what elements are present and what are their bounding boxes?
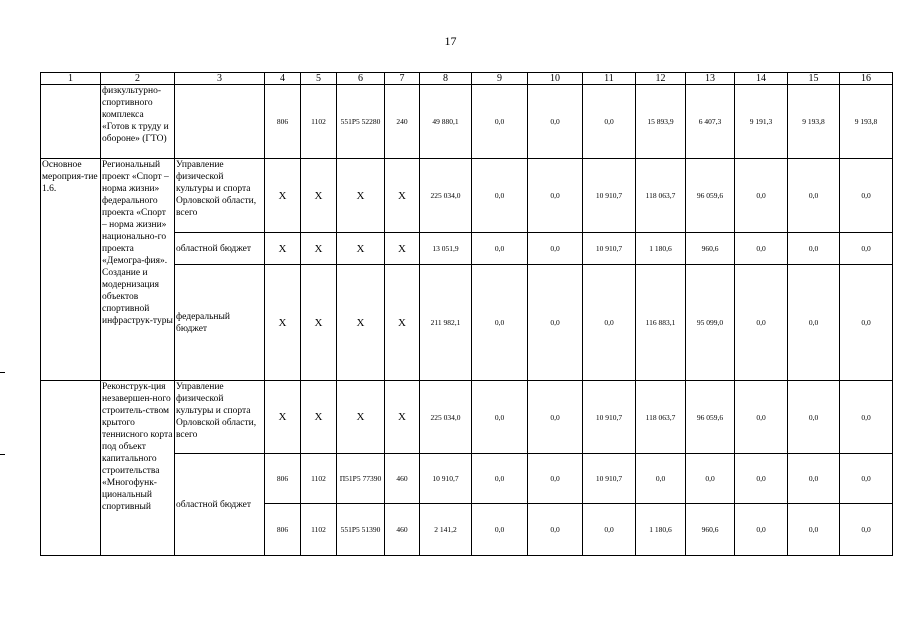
amount-cell: 0,0 [735,159,788,233]
amount-cell: 10 910,7 [583,381,636,454]
column-number: 5 [301,73,337,85]
target-code: X [337,159,385,233]
target-code: 551P5 52280 [337,85,385,159]
section-code: X [301,233,337,265]
funding-source: Управление физической культуры и спорта Орловской области, всего [175,381,265,454]
section-code: X [301,381,337,454]
amount-cell: 15 893,9 [636,85,686,159]
amount-cell: 0,0 [840,233,893,265]
amount-cell: 0,0 [528,381,583,454]
amount-cell: 0,0 [472,85,528,159]
scan-margin-mark [0,454,5,455]
ministry-code: X [265,381,301,454]
amount-cell: 0,0 [528,85,583,159]
expense-type: X [385,381,420,454]
target-code: X [337,381,385,454]
column-number-row [41,73,893,85]
table-row [41,381,893,454]
target-code: 551P5 51390 [337,504,385,556]
expense-type: X [385,265,420,381]
amount-cell: 10 910,7 [583,454,636,504]
funding-source: областной бюджет [175,233,265,265]
amount-cell: 0,0 [788,381,840,454]
column-number: 13 [686,73,735,85]
target-code: X [337,233,385,265]
column-number: 3 [175,73,265,85]
amount-cell: 0,0 [528,504,583,556]
page-number: 17 [444,34,457,48]
amount-cell: 10 910,7 [420,454,472,504]
amount-cell: 0,0 [735,233,788,265]
amount-cell: 0,0 [788,159,840,233]
expense-type: 460 [385,454,420,504]
measure-cell [41,381,101,556]
amount-cell: 0,0 [788,265,840,381]
column-number: 6 [337,73,385,85]
expense-type: X [385,159,420,233]
amount-cell: 0,0 [735,265,788,381]
ministry-code: X [265,233,301,265]
table-row [41,85,893,159]
amount-cell: 0,0 [788,504,840,556]
funding-source [175,85,265,159]
amount-cell: 96 059,6 [686,381,735,454]
amount-cell: 225 034,0 [420,381,472,454]
amount-cell: 0,0 [583,265,636,381]
section-code: 1102 [301,85,337,159]
amount-cell: 0,0 [472,381,528,454]
amount-cell: 0,0 [735,454,788,504]
amount-cell: 118 063,7 [636,159,686,233]
budget-table [40,72,893,556]
amount-cell: 1 180,6 [636,233,686,265]
expense-type: X [385,233,420,265]
column-number: 14 [735,73,788,85]
ministry-code: X [265,159,301,233]
amount-cell: 0,0 [735,504,788,556]
column-number: 8 [420,73,472,85]
amount-cell: 9 191,3 [735,85,788,159]
ministry-code: 806 [265,504,301,556]
measure-label: Основное мероприя-тие 1.6. [41,159,101,381]
expense-type: 460 [385,504,420,556]
amount-cell: 0,0 [686,454,735,504]
amount-cell: 0,0 [528,233,583,265]
amount-cell: 0,0 [636,454,686,504]
measure-cell [41,85,101,159]
amount-cell: 2 141,2 [420,504,472,556]
section-code: 1102 [301,504,337,556]
target-code: П51Р5 77390 [337,454,385,504]
amount-cell: 0,0 [840,265,893,381]
funding-source: федеральный бюджет [175,265,265,381]
column-number: 15 [788,73,840,85]
amount-cell: 9 193,8 [840,85,893,159]
column-number: 7 [385,73,420,85]
amount-cell: 0,0 [472,454,528,504]
amount-cell: 0,0 [472,265,528,381]
ministry-code: 806 [265,85,301,159]
amount-cell: 225 034,0 [420,159,472,233]
amount-cell: 0,0 [840,381,893,454]
section-code: X [301,159,337,233]
amount-cell: 960,6 [686,504,735,556]
amount-cell: 10 910,7 [583,159,636,233]
amount-cell: 0,0 [840,504,893,556]
amount-cell: 960,6 [686,233,735,265]
amount-cell: 13 051,9 [420,233,472,265]
amount-cell: 0,0 [472,233,528,265]
column-number: 2 [101,73,175,85]
expense-type: 240 [385,85,420,159]
amount-cell: 0,0 [472,504,528,556]
funding-source: Управление физической культуры и спорта Орловской области, всего [175,159,265,233]
amount-cell: 0,0 [528,454,583,504]
ministry-code: 806 [265,454,301,504]
amount-cell: 95 099,0 [686,265,735,381]
column-number: 1 [41,73,101,85]
funding-source: областной бюджет [175,454,265,556]
column-number: 12 [636,73,686,85]
amount-cell: 10 910,7 [583,233,636,265]
amount-cell: 0,0 [583,504,636,556]
section-code: X [301,265,337,381]
amount-cell: 0,0 [528,159,583,233]
amount-cell: 0,0 [788,233,840,265]
column-number: 10 [528,73,583,85]
amount-cell: 118 063,7 [636,381,686,454]
measure-name: физкультурно-спортивного комплекса «Готов к труду и обороне» (ГТО) [101,85,175,159]
amount-cell: 0,0 [583,85,636,159]
amount-cell: 9 193,8 [788,85,840,159]
column-number: 9 [472,73,528,85]
table-row [41,159,893,233]
amount-cell: 211 982,1 [420,265,472,381]
amount-cell: 0,0 [735,381,788,454]
column-number: 4 [265,73,301,85]
scan-margin-mark [0,372,5,373]
measure-name: Реконструк-ция незавершен-ного строитель-ством крытого теннисного корта под объект капитального строительства «Многофунк-циональный спортивный [101,381,175,556]
amount-cell: 1 180,6 [636,504,686,556]
measure-name: Региональный проект «Спорт – норма жизни» федерального проекта «Спорт – норма жизни» национально-го проекта «Демогра-фия». Создание и модернизация объектов спортивной инфраструк-туры [101,159,175,381]
amount-cell: 0,0 [472,159,528,233]
amount-cell: 0,0 [788,454,840,504]
amount-cell: 0,0 [840,454,893,504]
ministry-code: X [265,265,301,381]
section-code: 1102 [301,454,337,504]
amount-cell: 96 059,6 [686,159,735,233]
column-number: 11 [583,73,636,85]
column-number: 16 [840,73,893,85]
amount-cell: 0,0 [840,159,893,233]
amount-cell: 49 880,1 [420,85,472,159]
amount-cell: 116 883,1 [636,265,686,381]
amount-cell: 6 407,3 [686,85,735,159]
amount-cell: 0,0 [528,265,583,381]
target-code: X [337,265,385,381]
